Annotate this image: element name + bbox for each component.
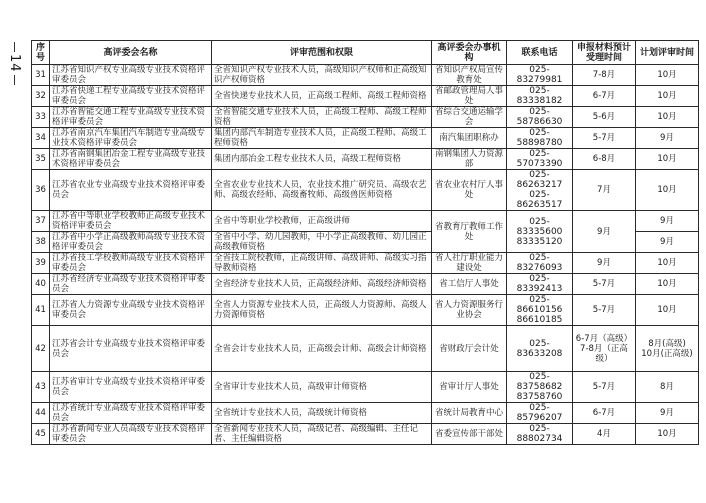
table-row <box>32 149 699 170</box>
row-number: 36 <box>32 170 50 211</box>
committee-name: 江苏省南钢集团冶金工程专业高级专业技术资格评审委员会 <box>50 149 212 170</box>
office-text: 省委宣传部干部处 <box>432 424 507 445</box>
row-number: 33 <box>32 107 50 128</box>
accept-time: 5-7月 <box>573 295 636 326</box>
scope-text: 全省会计专业技术人员，正高级会计师、高级会计师资格 <box>212 326 432 372</box>
table-header-row <box>32 41 699 65</box>
row-number: 43 <box>32 372 50 403</box>
accept-time: 5-6月 <box>573 107 636 128</box>
review-time: 9月 <box>636 403 699 424</box>
accept-time: 7月 <box>573 170 636 211</box>
committee-name: 江苏省新闻专业人员高级专业技术资格评审委员会 <box>50 424 212 445</box>
office-text: 省教育厅教师工作处 <box>432 211 507 253</box>
scope-text: 全省人力资源专业技术人员，正高级人力资源师、高级人力资源师资格 <box>212 295 432 326</box>
scope-text: 全省审计专业技术人员，高级审计师资格 <box>212 372 432 403</box>
review-time: 10月 <box>636 107 699 128</box>
scope-text: 全省中等职业学校教师，正高级讲师 <box>212 211 432 232</box>
scope-text: 全省技工院校教师，正高级讲师、高级讲师、高级实习指导教师资格 <box>212 253 432 274</box>
committee-name: 江苏省统计专业高级专业技术资格评审委员会 <box>50 403 212 424</box>
office-text: 省审计厅人事处 <box>432 372 507 403</box>
committee-name: 江苏省南京汽车集团汽车制造专业高级专业技术资格评审委员会 <box>50 128 212 149</box>
office-text: 省统计局教育中心 <box>432 403 507 424</box>
evaluation-committee-table <box>31 40 699 445</box>
scope-text: 集团内部汽车制造专业技术人员，正高级工程师、高级工程师资格 <box>212 128 432 149</box>
office-text: 省财政厅会计处 <box>432 326 507 372</box>
table-row <box>32 424 699 445</box>
review-time: 10月 <box>636 65 699 86</box>
office-text: 省工信厅人事处 <box>432 274 507 295</box>
table-row <box>32 253 699 274</box>
table-row <box>32 170 699 211</box>
row-number: 45 <box>32 424 50 445</box>
table-row <box>32 274 699 295</box>
scope-text: 全省农业专业技术人员，农业技术推广研究员、高级农艺师、高级农经师、高级畜牧师、高级兽医师资格 <box>212 170 432 211</box>
review-time: 8月 <box>636 372 699 403</box>
office-text: 省邮政管理局人事处 <box>432 86 507 107</box>
phone-text: 025-86263217 025-86263517 <box>507 170 573 211</box>
row-number: 32 <box>32 86 50 107</box>
header-office: 高评委会办事机构 <box>432 41 507 65</box>
phone-text: 025-57073390 <box>507 149 573 170</box>
table-row <box>32 295 699 326</box>
header-phone: 联系电话 <box>507 41 573 65</box>
committee-name: 江苏省快递工程专业高级专业技术资格评审委员会 <box>50 86 212 107</box>
scope-text: 全省知识产权专业技术人员，高级知识产权师和正高级知识产权师资格 <box>212 65 432 86</box>
table-row <box>32 128 699 149</box>
accept-time: 5-7月 <box>573 372 636 403</box>
committee-name: 江苏省技工学校教师高级专业技术资格评审委员会 <box>50 253 212 274</box>
scope-text: 集团内部冶金工程专业技术人员，高级工程师资格 <box>212 149 432 170</box>
row-number: 34 <box>32 128 50 149</box>
phone-text: 025-83335600 83335120 <box>507 211 573 253</box>
office-text: 南钢集团人力资源部 <box>432 149 507 170</box>
phone-text: 025-58898780 <box>507 128 573 149</box>
scope-text: 全省经济专业技术人员，正高级经济师、高级经济师资格 <box>212 274 432 295</box>
row-number: 31 <box>32 65 50 86</box>
phone-text: 025-58786630 <box>507 107 573 128</box>
accept-time: 6-7月（高级） 7-8月（正高级） <box>573 326 636 372</box>
phone-text: 025-83633208 <box>507 326 573 372</box>
committee-name: 江苏省会计专业高级专业技术资格评审委员会 <box>50 326 212 372</box>
table-row <box>32 86 699 107</box>
row-number: 42 <box>32 326 50 372</box>
office-text: 省综合交通运输学会 <box>432 107 507 128</box>
review-time: 10月 <box>636 424 699 445</box>
phone-text: 025-83279981 <box>507 65 573 86</box>
accept-time: 4月 <box>573 424 636 445</box>
table-row <box>32 107 699 128</box>
committee-name: 江苏省农业专业高级专业技术资格评审委员会 <box>50 170 212 211</box>
accept-time: 5-7月 <box>573 128 636 149</box>
scope-text: 全省新闻专业技术人员，高级记者、高级编辑、主任记者、主任编辑资格 <box>212 424 432 445</box>
review-time: 10月 <box>636 253 699 274</box>
committee-name: 江苏省智能交通工程专业高级专业技术资格评审委员会 <box>50 107 212 128</box>
header-review-time: 计划评审时间 <box>636 41 699 65</box>
header-committee-name: 高评委会名称 <box>50 41 212 65</box>
row-number: 44 <box>32 403 50 424</box>
scope-text: 全省中小学、幼儿园教师，中小学正高级教师、幼儿园正高级教师资格 <box>212 232 432 253</box>
review-time: 10月 <box>636 295 699 326</box>
accept-time: 9月 <box>573 211 636 253</box>
office-text: 省知识产权局宣传教育处 <box>432 65 507 86</box>
row-number: 37 <box>32 211 50 232</box>
table-row <box>32 372 699 403</box>
table-row <box>32 403 699 424</box>
office-text: 南汽集团职称办 <box>432 128 507 149</box>
table-row <box>32 65 699 86</box>
office-text: 省农业农村厅人事处 <box>432 170 507 211</box>
phone-text: 025-83392413 <box>507 274 573 295</box>
phone-text: 025-85796207 <box>507 403 573 424</box>
table-row <box>32 211 699 232</box>
review-time: 10月 <box>636 149 699 170</box>
committee-name: 江苏省知识产权专业高级专业技术资格评审委员会 <box>50 65 212 86</box>
row-number: 38 <box>32 232 50 253</box>
committee-name: 江苏省经济专业高级专业技术资格评审委员会 <box>50 274 212 295</box>
phone-text: 025-83758682 83758760 <box>507 372 573 403</box>
review-time: 10月 <box>636 274 699 295</box>
committee-name: 江苏省中等职业学校教师正高级专业技术资格评审委员会 <box>50 211 212 232</box>
committee-name: 江苏省中小学正高级教师高级专业技术资格评审委员会 <box>50 232 212 253</box>
table-row <box>32 326 699 372</box>
phone-text: 025-88802734 <box>507 424 573 445</box>
accept-time: 6-8月 <box>573 149 636 170</box>
review-time: 9月 <box>636 232 699 253</box>
row-number: 41 <box>32 295 50 326</box>
phone-text: 025-83338182 <box>507 86 573 107</box>
review-time: 8月(高级) 10月(正高级) <box>636 326 699 372</box>
committee-name: 江苏省人力资源专业高级专业技术资格评审委员会 <box>50 295 212 326</box>
phone-text: 025-83276093 <box>507 253 573 274</box>
row-number: 40 <box>32 274 50 295</box>
scope-text: 全省统计专业技术人员，高级统计师资格 <box>212 403 432 424</box>
scope-text: 全省快递专业技术人员，正高级工程师、高级工程师资格 <box>212 86 432 107</box>
phone-text: 025-86610156 86610185 <box>507 295 573 326</box>
row-number: 39 <box>32 253 50 274</box>
page-number: 14 <box>6 40 22 100</box>
committee-name: 江苏省审计专业高级专业技术资格评审委员会 <box>50 372 212 403</box>
office-text: 省人力资源服务行业协会 <box>432 295 507 326</box>
review-time: 9月 <box>636 128 699 149</box>
accept-time: 9月 <box>573 253 636 274</box>
accept-time: 7-8月 <box>573 65 636 86</box>
header-no: 序号 <box>32 41 50 65</box>
row-number: 35 <box>32 149 50 170</box>
accept-time: 5-7月 <box>573 274 636 295</box>
review-time: 10月 <box>636 170 699 211</box>
review-time: 10月 <box>636 86 699 107</box>
header-scope: 评审范围和权限 <box>212 41 432 65</box>
office-text: 省人社厅职业能力建设处 <box>432 253 507 274</box>
scope-text: 全省智能交通专业技术人员，正高级工程师、高级工程师资格 <box>212 107 432 128</box>
accept-time: 6-7月 <box>573 403 636 424</box>
review-time: 9月 <box>636 211 699 232</box>
header-accept-time: 申报材料预计受理时间 <box>573 41 636 65</box>
accept-time: 6-7月 <box>573 86 636 107</box>
